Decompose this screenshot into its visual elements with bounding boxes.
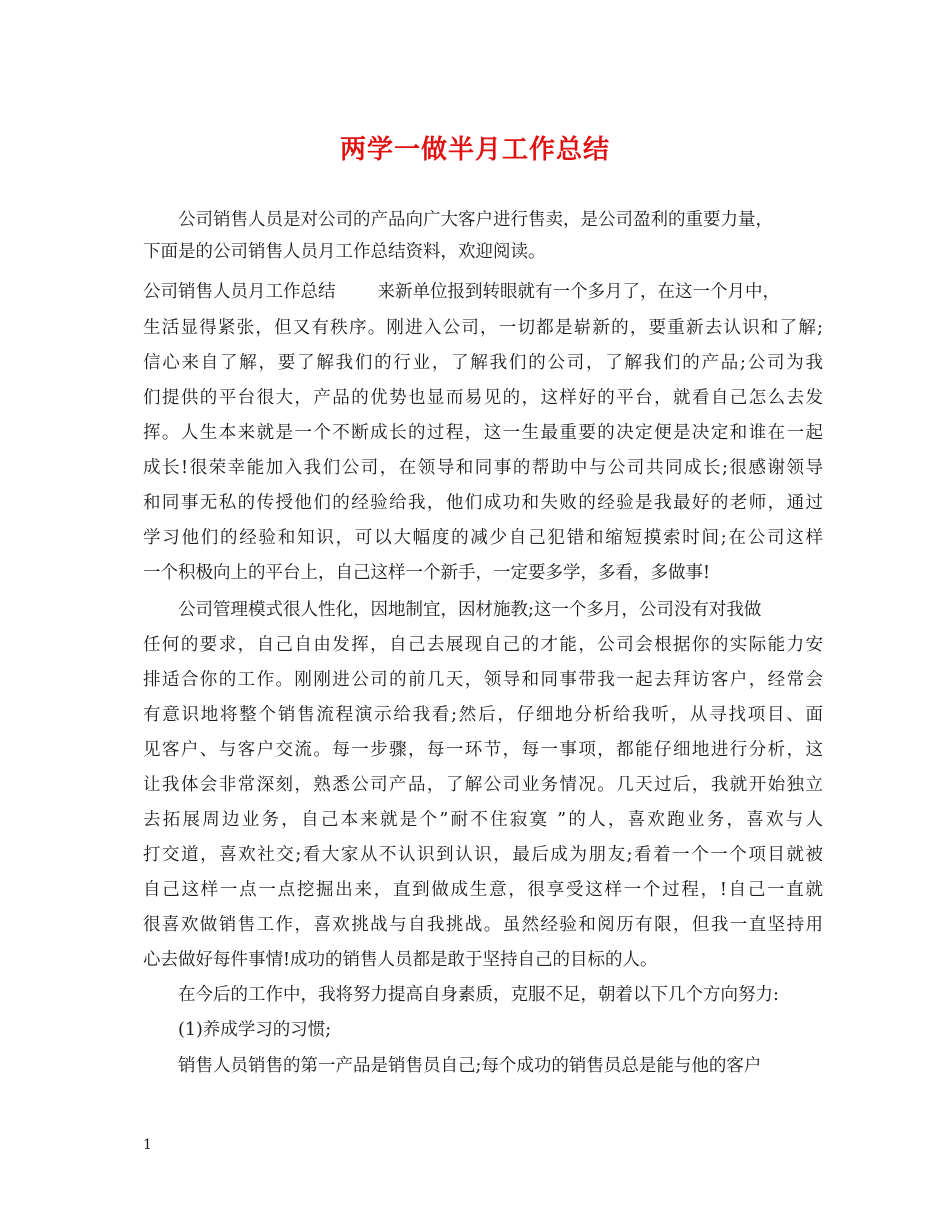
paragraph-line: 任何的要求，自己自由发挥，自己去展现自己的才能，公司会根据你的实际能力安 [143,635,823,655]
page-title: 两学一做半月工作总结 [339,135,610,165]
paragraph-line: 排适合你的工作。刚刚进公司的前几天，领导和同事带我一起去拜访客户，经常会 [143,670,823,690]
section-line [143,280,823,304]
paragraph-line: 和同事无私的传授他们的经验给我，他们成功和失败的经验是我最好的老师，通过 [143,493,823,513]
paragraph-line: 公司管理模式很人性化，因地制宜，因材施教;这一个多月，公司没有对我做 [178,600,762,620]
paragraph-line: 成长!很荣幸能加入我们公司，在领导和同事的帮助中与公司共同成长;很感谢领导 [143,458,823,478]
paragraph-line: 很喜欢做销售工作，喜欢挑战与自我挑战。虽然经验和阅历有限，但我一直坚持用 [143,915,823,935]
paragraph-line: 信心来自了解，要了解我们的行业，了解我们的公司，了解我们的产品;公司为我 [143,353,823,373]
paragraph-line: 见客户、与客户交流。每一步骤，每一环节，每一事项，都能仔细地进行分析，这 [143,740,823,760]
paragraph-line: 学习他们的经验和知识，可以大幅度的减少自己犯错和缩短摸索时间;在公司这样 [143,528,823,548]
paragraph-line: 一个积极向上的平台上，自己这样一个新手，一定要多学，多看，多做事! [143,563,711,583]
paragraph-line: 们提供的平台很大，产品的优势也显而易见的，这样好的平台，就看自己怎么去发 [143,388,823,408]
page-number: 1 [143,1137,152,1153]
paragraph-line: 下面是的公司销售人员月工作总结资料，欢迎阅读。 [143,242,546,262]
section-heading: 公司销售人员月工作总结 [143,282,336,302]
paragraph-line: 生活显得紧张，但又有秩序。刚进入公司，一切都是崭新的，要重新去认识和了解; [143,318,823,338]
paragraph-line: 心去做好每件事情!成功的销售人员都是敢于坚持自己的目标的人。 [143,950,658,970]
paragraph-line: 自己这样一点一点挖掘出来，直到做成生意，很享受这样一个过程，!自己一直就 [143,880,823,900]
paragraph-line: 在今后的工作中，我将努力提高自身素质，克服不足，朝着以下几个方向努力: [178,985,779,1005]
paragraph-line: 让我体会非常深刻，熟悉公司产品，了解公司业务情况。几天过后，我就开始独立 [143,775,823,795]
paragraph-line: 公司销售人员是对公司的产品向广大客户进行售卖，是公司盈利的重要力量， [178,210,773,230]
paragraph-line: 销售人员销售的第一产品是销售员自己;每个成功的销售员总是能与他的客户 [178,1056,762,1076]
paragraph-line: 挥。人生本来就是一个不断成长的过程，这一生最重要的决定便是决定和谁在一起 [143,423,823,443]
paragraph-line: 来新单位报到转眼就有一个多月了，在这一个月中， [377,282,780,302]
paragraph-line: 有意识地将整个销售流程演示给我看;然后，仔细地分析给我听，从寻找项目、面 [143,705,823,725]
paragraph-line: (1)养成学习的习惯; [178,1020,332,1040]
paragraph-line: 去拓展周边业务，自己本来就是个”耐不住寂寞 ”的人，喜欢跑业务，喜欢与人 [143,810,823,830]
paragraph-line: 打交道，喜欢社交;看大家从不认识到认识，最后成为朋友;看着一个一个项目就被 [143,845,823,865]
